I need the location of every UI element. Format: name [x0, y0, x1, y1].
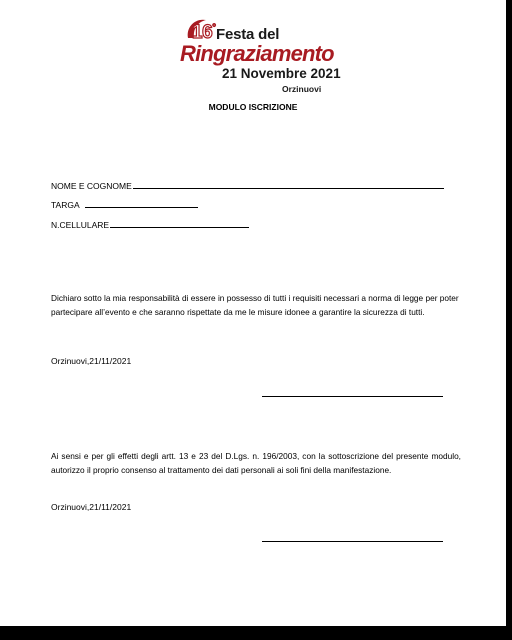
name-label: NOME E COGNOME — [51, 181, 132, 191]
name-field[interactable] — [51, 179, 444, 191]
phone-input-line[interactable] — [110, 218, 249, 228]
form-title: MODULO ISCRIZIONE — [208, 102, 298, 112]
privacy-text: Ai sensi e per gli effetti degli artt. 13 e 23 del D.Lgs. n. 196/2003, con la sottoscrizione del presente modulo, autorizzo il proprio consenso al trattamento dei dati personali ai soli fini della manifestazione. — [51, 451, 461, 475]
name-input-line[interactable] — [133, 179, 444, 189]
logo-date: 21 Novembre 2021 — [222, 66, 341, 81]
plate-label: TARGA — [51, 200, 80, 210]
declaration-place-date: Orzinuovi,21/11/2021 — [51, 356, 132, 366]
privacy-signature-line[interactable] — [262, 541, 443, 542]
phone-field[interactable] — [51, 218, 249, 230]
logo-city: Orzinuovi — [282, 84, 322, 94]
logo-line2: Ringraziamento — [180, 41, 334, 66]
privacy-place-date: Orzinuovi,21/11/2021 — [51, 502, 132, 512]
plate-input-line[interactable] — [85, 198, 198, 208]
event-logo — [176, 14, 341, 94]
logo-line1: Festa del — [216, 26, 280, 43]
logo-edition: 16° — [192, 22, 216, 43]
declaration-text: Dichiaro sotto la mia responsabilità di essere in possesso di tutti i requisiti necessari a norma di legge per poter partecipare all’evento e che saranno rispettate da me le misure idonee a garantire la sicurezza di tutti. — [51, 293, 459, 317]
declaration-signature-line[interactable] — [262, 396, 443, 397]
phone-label: N.CELLULARE — [51, 220, 110, 230]
plate-field[interactable] — [51, 198, 198, 210]
